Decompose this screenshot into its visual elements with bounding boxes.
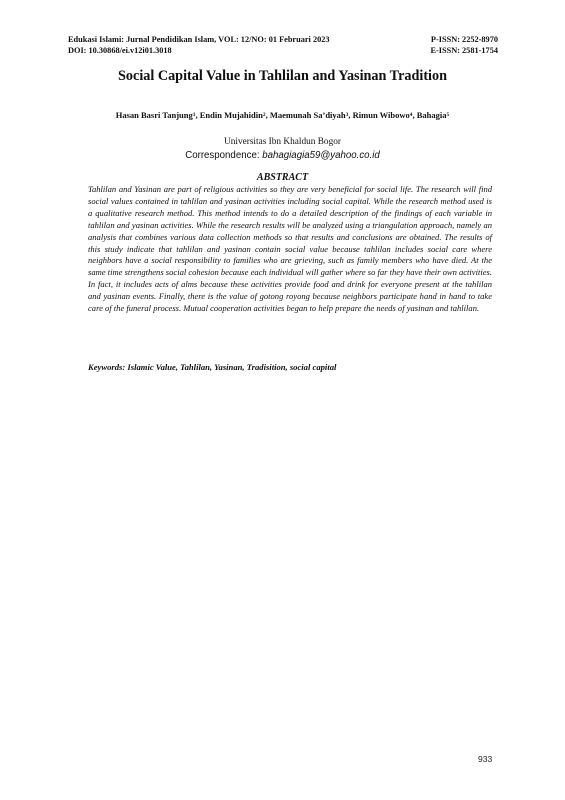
author-separator: , — [412, 110, 417, 120]
author-separator: , — [195, 110, 200, 120]
author-list — [0, 109, 565, 121]
electronic-issn: E-ISSN: 2581-1754 — [430, 45, 498, 55]
journal-header — [68, 35, 498, 56]
correspondence-label: Correspondence: — [185, 150, 263, 161]
author-name: Hasan Basri Tanjung — [115, 110, 193, 120]
author-separator: , — [265, 110, 270, 120]
author — [417, 110, 450, 120]
author-name: Endin Mujahidin — [199, 110, 263, 120]
abstract-body: Tahlilan and Yasinan are part of religious activities so they are very beneficial for social life. The research will find social values contained in tahlilan and yasinan activities including social capital. While the research method used is a qualitative research method. This method intends to do a detailed description of the findings of each variable in tahlilan and yasinan activities. While the research results will be analyzed using a triangulation approach, namely an analysis that combines various data collection methods so that results and conclusions are obtained. The results of this study indicate that tahlilan and yasinan contain social value because tahlilan includes social care where neighbors have a social responsibility to families who are grieving, such as family members who have died. At the same time strengthens social cohesion because each individual will gather where so far they have their own activities. In fact, it includes acts of alms because these activities provide food and drink for everyone present at the tahlilan and yasinan events. Finally, there is the value of gotong royong because neighbors participate hand in hand to take care of the funeral process. Mutual cooperation activities began to help prepare the needs of yasinan and tahlilan. — [88, 184, 492, 314]
correspondence-email[interactable]: bahagiagia59@yahoo.co.id — [262, 150, 380, 161]
author — [353, 110, 417, 120]
paper-title: Social Capital Value in Tahlilan and Yasinan Tradition — [118, 68, 447, 84]
author — [116, 110, 200, 120]
doi: DOI: 10.30868/ei.v12i01.3018 — [68, 45, 172, 55]
keywords: Keywords: Islamic Value, Tahlilan, Yasinan, Tradisition, social capital — [88, 362, 337, 372]
author — [200, 110, 270, 120]
print-issn: P-ISSN: 2252-8970 — [430, 35, 498, 44]
author-name: Rimun Wibowo — [352, 110, 410, 120]
author-name: Bahagia — [416, 110, 447, 120]
page-number: 933 — [478, 754, 493, 764]
author-separator: , — [348, 110, 353, 120]
abstract-heading: ABSTRACT — [256, 172, 309, 183]
author-affiliation-mark: 1 — [192, 112, 196, 118]
author — [270, 110, 353, 120]
author-affiliation-mark: 2 — [262, 112, 266, 118]
header-row-1 — [68, 35, 498, 46]
author-affiliation-mark: 4 — [409, 112, 413, 118]
correspondence — [0, 149, 565, 162]
header-row-2 — [68, 46, 498, 57]
author-name: Maemunah Sa’diyah — [269, 110, 346, 120]
author-affiliation-mark: 5 — [446, 112, 450, 118]
author-affiliation-mark: 3 — [345, 112, 349, 118]
journal-info: Edukasi Islami: Jurnal Pendidikan Islam, VOL: 12/NO: 01 Februari 2023 — [68, 35, 330, 44]
affiliation: Universitas Ibn Khaldun Bogor — [224, 137, 341, 147]
